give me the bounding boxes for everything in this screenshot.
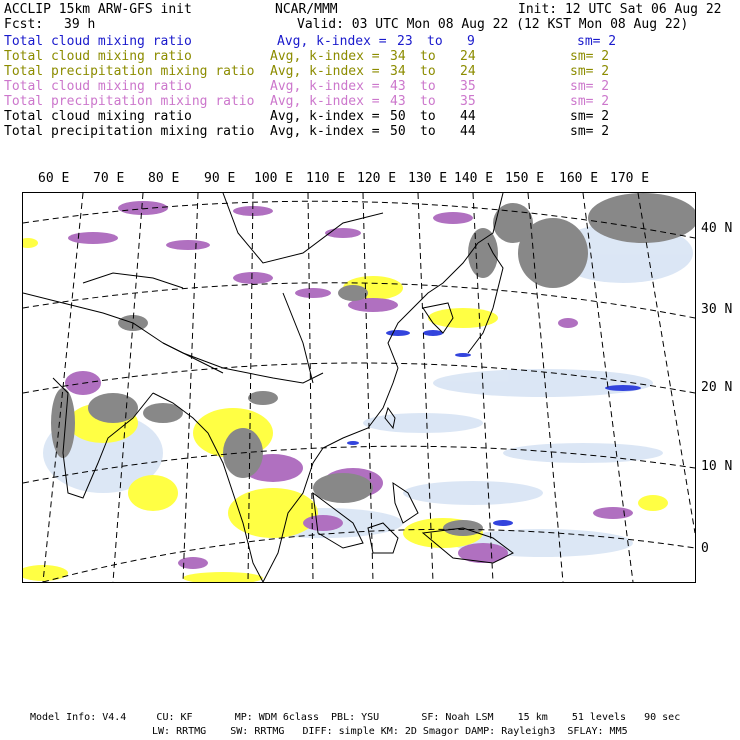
legend-k1: 43 <box>390 79 406 94</box>
longitude-label: 120 E <box>357 171 397 186</box>
legend-to: to <box>420 79 436 94</box>
latitude-label: 10 N <box>701 459 733 474</box>
legend-to: to <box>420 64 436 79</box>
longitude-label: 80 E <box>148 171 180 186</box>
longitude-label: 60 E <box>38 171 70 186</box>
model-info-line1: Model Info: V4.4 CU: KF MP: WDM 6class PBL: YSU SF: Noah LSM 15 km 51 levels 90 sec <box>30 712 681 723</box>
init-time: Init: 12 UTC Sat 06 Aug 22 <box>518 2 722 17</box>
legend-sm: sm= 2 <box>570 124 610 139</box>
legend-k2: 24 <box>460 49 476 64</box>
legend-k1: 23 <box>397 34 413 49</box>
legend-to: to <box>420 49 436 64</box>
map-panel <box>22 192 696 583</box>
longitude-label: 150 E <box>505 171 545 186</box>
legend-field: Total cloud mixing ratio <box>4 79 192 94</box>
legend-k2: 9 <box>467 34 475 49</box>
longitude-label: 140 E <box>454 171 494 186</box>
latitude-label: 0 <box>701 541 709 556</box>
legend-avg: Avg, k-index = <box>270 49 380 64</box>
legend-sm: sm= 2 <box>570 94 610 109</box>
legend-avg: Avg, k-index = <box>270 109 380 124</box>
fcst-value: 39 h <box>64 17 96 32</box>
legend-sm: sm= 2 <box>570 64 610 79</box>
legend-k2: 35 <box>460 79 476 94</box>
legend-to: to <box>420 109 436 124</box>
legend-avg: Avg, k-index = <box>277 34 387 49</box>
longitude-label: 70 E <box>93 171 125 186</box>
legend-avg: Avg, k-index = <box>270 124 380 139</box>
legend-field: Total cloud mixing ratio <box>4 34 192 49</box>
longitude-label: 90 E <box>204 171 236 186</box>
latitude-label: 30 N <box>701 302 733 317</box>
legend-sm: sm= 2 <box>570 79 610 94</box>
legend-k1: 34 <box>390 49 406 64</box>
legend-k1: 34 <box>390 64 406 79</box>
legend-to: to <box>420 124 436 139</box>
legend-avg: Avg, k-index = <box>270 79 380 94</box>
legend-field: Total precipitation mixing ratio <box>4 94 255 109</box>
longitude-label: 100 E <box>254 171 294 186</box>
legend-sm: sm= 2 <box>570 109 610 124</box>
legend-k1: 50 <box>390 124 406 139</box>
legend-to: to <box>427 34 443 49</box>
legend-avg: Avg, k-index = <box>270 64 380 79</box>
legend-sm: sm= 2 <box>570 49 610 64</box>
legend-field: Total cloud mixing ratio <box>4 49 192 64</box>
legend-k2: 35 <box>460 94 476 109</box>
legend-field: Total cloud mixing ratio <box>4 109 192 124</box>
legend-k1: 50 <box>390 109 406 124</box>
longitude-label: 170 E <box>610 171 650 186</box>
map-canvas <box>23 193 695 582</box>
center-label: NCAR/MMM <box>275 2 338 17</box>
longitude-label: 130 E <box>408 171 448 186</box>
longitude-label: 110 E <box>306 171 346 186</box>
latitude-label: 40 N <box>701 221 733 236</box>
legend-k2: 24 <box>460 64 476 79</box>
title: ACCLIP 15km ARW-GFS init <box>4 2 192 17</box>
legend-sm: sm= 2 <box>577 34 617 49</box>
model-info-line2: LW: RRTMG SW: RRTMG DIFF: simple KM: 2D Smagor DAMP: Rayleigh3 SFLAY: MM5 <box>152 726 628 737</box>
legend-k2: 44 <box>460 109 476 124</box>
legend-avg: Avg, k-index = <box>270 94 380 109</box>
legend-k1: 43 <box>390 94 406 109</box>
legend-field: Total precipitation mixing ratio <box>4 124 255 139</box>
legend-k2: 44 <box>460 124 476 139</box>
legend-field: Total precipitation mixing ratio <box>4 64 255 79</box>
latitude-label: 20 N <box>701 380 733 395</box>
fcst-label: Fcst: <box>4 17 44 32</box>
legend-to: to <box>420 94 436 109</box>
longitude-label: 160 E <box>559 171 599 186</box>
valid-time: Valid: 03 UTC Mon 08 Aug 22 (12 KST Mon 08 Aug 22) <box>297 17 689 32</box>
